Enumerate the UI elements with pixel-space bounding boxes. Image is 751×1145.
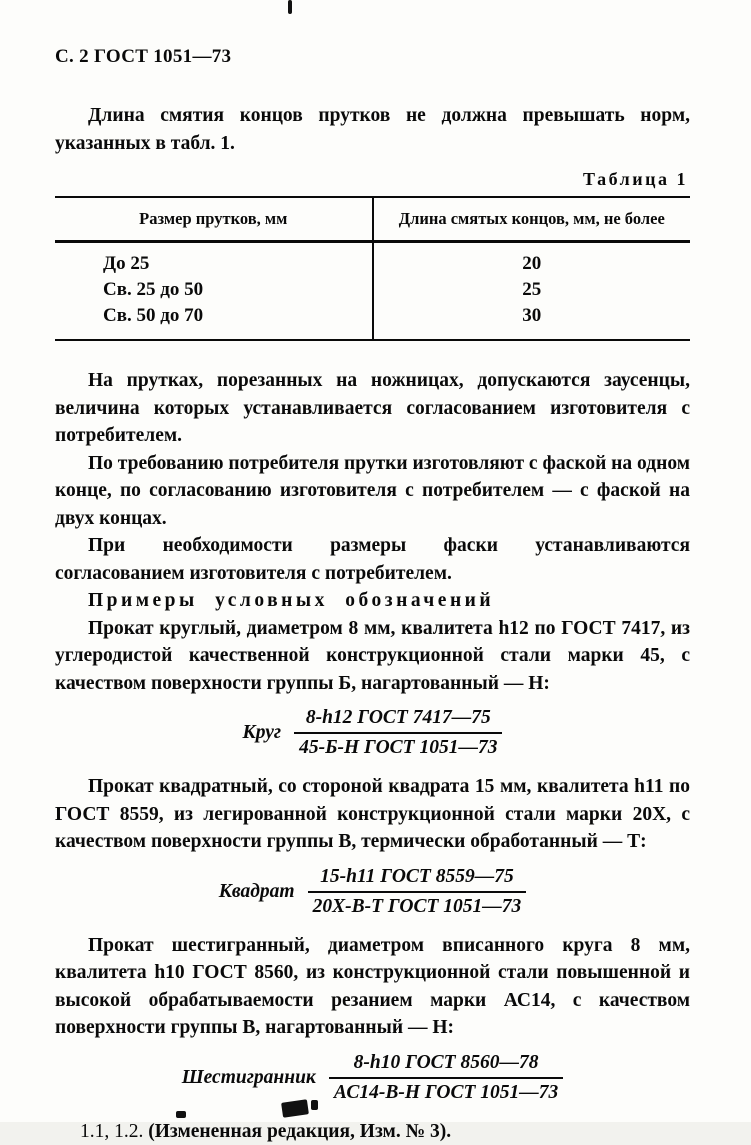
table-cell-size: Св. 25 до 50 (55, 277, 373, 303)
scan-artifact (311, 1100, 318, 1110)
amendment-clauses: 1.1, 1.2. (80, 1121, 148, 1142)
table-cell-size: До 25 (55, 242, 373, 278)
paragraph-example-round: Прокат круглый, диаметром 8 мм, квалитета h12 по ГОСТ 7417, из углеродистой качественной конструкционной стали марки 45, с качеством поверхности группы Б, нагартованный — Н: (55, 615, 690, 698)
designation-numerator: 8-h12 ГОСТ 7417—75 (294, 707, 502, 734)
designation-fraction (294, 707, 502, 759)
designation-label: Шестигранник (182, 1067, 316, 1089)
designation-hex (55, 1052, 690, 1104)
table-header-row (55, 197, 690, 242)
designation-label: Квадрат (219, 881, 295, 903)
table-row (55, 242, 690, 278)
designation-fraction (308, 866, 527, 918)
paragraph-intro: Длина смятия концов прутков не должна превышать норм, указанных в табл. 1. (55, 102, 690, 157)
designation-square (55, 866, 690, 918)
table-cell-length: 30 (373, 303, 691, 340)
paragraph-chamfer-sizes: При необходимости размеры фаски устанавливаются согласованием изготовителя с потребителем. (55, 532, 690, 587)
designation-round (55, 707, 690, 759)
table-row (55, 303, 690, 340)
designation-numerator: 8-h10 ГОСТ 8560—78 (329, 1052, 563, 1079)
table-caption: Таблица 1 (55, 169, 690, 190)
table-col-header-length: Длина смятых концов, мм, не более (373, 197, 691, 242)
designation-denominator: 45-Б-Н ГОСТ 1051—73 (294, 734, 502, 759)
table-1 (55, 196, 690, 341)
paragraph-example-hex: Прокат шестигранный, диаметром вписанного круга 8 мм, квалитета h10 ГОСТ 8560, из конструкционной стали повышенной и высокой обрабатываемости резанием марки АС14, с качеством поверхности группы В, нагартованный — Н: (55, 932, 690, 1042)
scan-artifact (176, 1111, 186, 1118)
designation-label: Круг (243, 722, 282, 744)
examples-heading: Примеры условных обозначений (55, 587, 690, 615)
paragraph-example-square: Прокат квадратный, со стороной квадрата 15 мм, квалитета h11 по ГОСТ 8559, из легированной конструкционной стали марки 20Х, с качеством поверхности группы В, термически обработанный — Т: (55, 773, 690, 856)
table-col-header-size: Размер прутков, мм (55, 197, 373, 242)
designation-fraction (329, 1052, 563, 1104)
amendment-text: (Измененная редакция, Изм. № 3). (148, 1121, 451, 1142)
designation-denominator: 20Х-В-Т ГОСТ 1051—73 (308, 893, 527, 918)
paragraph-burrs: На прутках, порезанных на ножницах, допускаются заусенцы, величина которых устанавливается согласованием изготовителя с потребителем. (55, 367, 690, 450)
table-row (55, 277, 690, 303)
table-cell-size: Св. 50 до 70 (55, 303, 373, 340)
table-cell-length: 20 (373, 242, 691, 278)
paragraph-chamfer: По требованию потребителя прутки изготовляют с фаской на одном конце, по согласованию изготовителя с потребителем — с фаской на двух концах. (55, 450, 690, 533)
designation-numerator: 15-h11 ГОСТ 8559—75 (308, 866, 527, 893)
page-header: С. 2 ГОСТ 1051—73 (55, 46, 690, 68)
designation-denominator: АС14-В-Н ГОСТ 1051—73 (329, 1079, 563, 1104)
scan-artifact (288, 0, 292, 14)
table-cell-length: 25 (373, 277, 691, 303)
